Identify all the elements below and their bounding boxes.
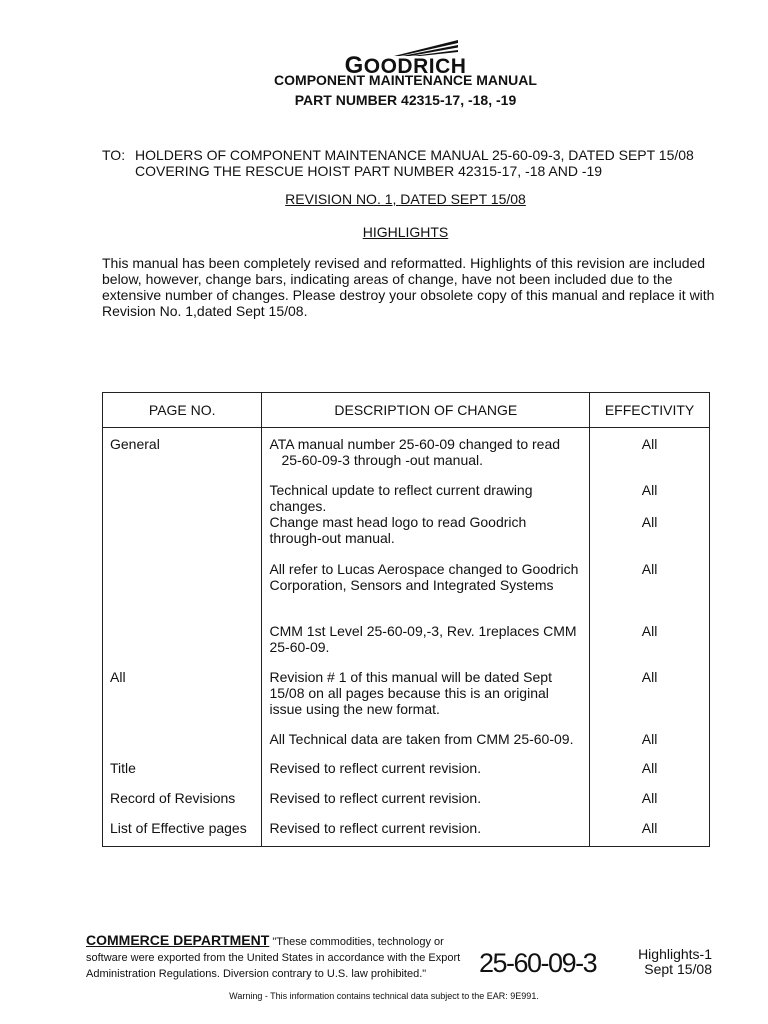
table-row (103, 428, 710, 483)
cell-desc: Change mast head logo to read Goodrich through-out manual. (262, 514, 590, 561)
cell-eff: All (590, 790, 710, 820)
cell-desc: Revised to reflect current revision. (262, 790, 590, 820)
cell-page (103, 514, 262, 561)
cell-page: General (103, 428, 262, 483)
intro-paragraph: This manual has been completely revised and reformatted. Highlights of this revision are included below, however, change bars, indicating areas of change, have not been included due to the extensive number of changes. Please destroy your obsolete copy of this manual and replace it with Revision No. 1,dated Sept 15/08. (102, 255, 715, 319)
table-row (103, 561, 710, 623)
cell-eff: All (590, 760, 710, 790)
cell-desc: Revision # 1 of this manual will be dated Sept 15/08 on all pages because this is an original issue using the new format. (262, 669, 590, 731)
cell-desc: Technical update to reflect current drawing changes. (262, 482, 590, 514)
cell-desc: ATA manual number 25-60-09 changed to read 25-60-09-3 through -out manual. (262, 428, 590, 483)
cell-page (103, 561, 262, 623)
cell-page (103, 623, 262, 669)
table-row (103, 760, 710, 790)
table-row (103, 820, 710, 847)
table-row (103, 514, 710, 561)
to-label: TO: (102, 147, 126, 163)
page-label: Highlights-1 (638, 946, 712, 962)
table-header-row (103, 393, 710, 428)
document-number: 25-60-09-3 (479, 948, 597, 978)
cell-desc: Revised to reflect current revision. (262, 820, 590, 847)
header-effectivity: EFFECTIVITY (590, 393, 710, 428)
revision-heading: REVISION NO. 1, DATED SEPT 15/08 (285, 191, 526, 207)
cell-desc: All refer to Lucas Aerospace changed to Goodrich Corporation, Sensors and Integrated Systems (262, 561, 590, 623)
logo-letter-g: G (344, 52, 364, 79)
header-page-no: PAGE NO. (103, 393, 262, 428)
cell-desc: Revised to reflect current revision. (262, 760, 590, 790)
header-description: DESCRIPTION OF CHANGE (262, 393, 590, 428)
cell-eff: All (590, 428, 710, 483)
cell-page: All (103, 669, 262, 731)
goodrich-logo (0, 36, 768, 79)
part-number: PART NUMBER 42315-17, -18, -19 (294, 92, 517, 108)
cell-page (103, 482, 262, 514)
page-identifier (632, 947, 712, 977)
cell-desc: CMM 1st Level 25-60-09,-3, Rev. 1replaces CMM 25-60-09. (262, 623, 590, 669)
cell-desc: All Technical data are taken from CMM 25-60-09. (262, 731, 590, 760)
manual-title: COMPONENT MAINTENANCE MANUAL (274, 72, 537, 88)
table-row (103, 669, 710, 731)
commerce-text: "These commodities, technology or software were exported from the United States in accordance with the Export Administration Regulations. Diversion contrary to U.S. law prohibited." (86, 936, 461, 980)
cell-eff: All (590, 669, 710, 731)
cell-page: Title (103, 760, 262, 790)
table-row (103, 482, 710, 514)
page-date: Sept 15/08 (644, 961, 712, 977)
cell-eff: All (590, 482, 710, 514)
cell-eff: All (590, 561, 710, 623)
changes-table (102, 392, 710, 847)
table-row (103, 790, 710, 820)
highlights-heading: HIGHLIGHTS (362, 224, 449, 240)
cell-page: Record of Revisions (103, 790, 262, 820)
commerce-notice (86, 932, 471, 982)
cell-page: List of Effective pages (103, 820, 262, 847)
commerce-title: COMMERCE DEPARTMENT (86, 932, 270, 948)
cell-eff: All (590, 820, 710, 847)
ear-warning: Warning - This information contains technical data subject to the EAR: 9E991. (229, 991, 539, 1001)
cell-page (103, 731, 262, 760)
table-row (103, 731, 710, 760)
logo-letters: OODRICH (363, 55, 467, 78)
table-row (103, 623, 710, 669)
to-block (102, 147, 694, 179)
to-line-2: COVERING THE RESCUE HOIST PART NUMBER 42315-17, -18 AND -19 (135, 163, 603, 179)
cell-eff: All (590, 514, 710, 561)
to-line-1: HOLDERS OF COMPONENT MAINTENANCE MANUAL 25-60-09-3, DATED SEPT 15/08 (135, 147, 694, 163)
cell-eff: All (590, 623, 710, 669)
cell-eff: All (590, 731, 710, 760)
